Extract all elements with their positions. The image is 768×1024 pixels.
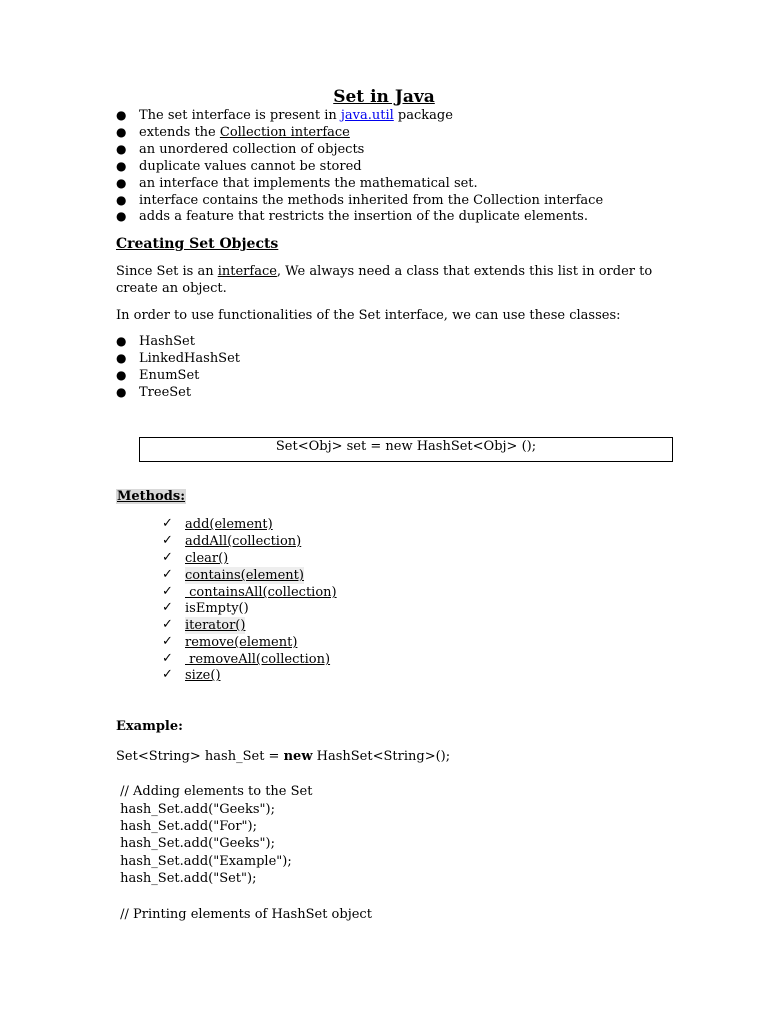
method-text: isEmpty() [185, 601, 249, 616]
code-line: // Adding elements to the Set [116, 784, 313, 799]
code-line: hash_Set.add("Geeks"); [116, 836, 275, 851]
method-link[interactable]: addAll(collection) [185, 534, 302, 549]
code-line: hash_Set.add("Set"); [116, 871, 257, 886]
paragraph-text: , We always need a class that extends this list in order to create an object. [116, 264, 653, 296]
checkmark-icon: ✓ [162, 600, 173, 615]
method-link[interactable]: size() [185, 668, 221, 683]
class-name: LinkedHashSet [139, 351, 241, 366]
bullet-icon: ● [116, 385, 127, 399]
method-link[interactable]: add(element) [185, 517, 273, 532]
bullet-icon: ● [116, 334, 127, 348]
checkmark-icon: ✓ [162, 617, 173, 632]
section-heading: Creating Set Objects [116, 236, 279, 252]
bullet-icon: ● [116, 351, 127, 365]
example-declaration [116, 748, 450, 765]
method-link[interactable]: containsAll(collection) [185, 585, 337, 600]
checkmark-icon: ✓ [162, 533, 173, 548]
bullet-icon: ● [116, 368, 127, 382]
checkmark-icon: ✓ [162, 634, 173, 649]
method-link[interactable]: contains(element) [185, 568, 304, 583]
class-name: TreeSet [139, 385, 192, 400]
methods-heading: Methods: [117, 489, 185, 504]
bullet-icon: ● [116, 142, 127, 156]
paragraph: In order to use functionalities of the Set interface, we can use these classes: [116, 308, 621, 323]
checkmark-icon: ✓ [162, 651, 173, 666]
paragraph [116, 263, 676, 297]
bullet-icon: ● [116, 176, 127, 190]
code-text: HashSet<String>(); [312, 749, 451, 764]
interface-link[interactable]: interface [217, 264, 277, 279]
bullet-text: an unordered collection of objects [139, 142, 365, 157]
code-line: hash_Set.add("For"); [116, 819, 257, 834]
bullet-icon: ● [116, 159, 127, 173]
bullet-text: The set interface is present in [139, 108, 341, 123]
code-line: hash_Set.add("Geeks"); [116, 802, 275, 817]
checkmark-icon: ✓ [162, 567, 173, 582]
method-link[interactable]: clear() [185, 551, 229, 566]
code-comment: // Printing elements of HashSet object [116, 907, 372, 922]
method-link[interactable]: removeAll(collection) [185, 652, 331, 667]
code-keyword: new [283, 749, 313, 764]
page-title: Set in Java [333, 87, 435, 107]
bullet-icon: ● [116, 125, 127, 139]
checkmark-icon: ✓ [162, 667, 173, 682]
bullet-icon: ● [116, 193, 127, 207]
paragraph-text: Since Set is an [116, 264, 218, 279]
code-text: Set<String> hash_Set = [116, 749, 284, 764]
bullet-text: extends the [139, 125, 220, 140]
bullet-text: duplicate values cannot be stored [139, 159, 362, 174]
code-box: Set<Obj> set = new HashSet<Obj> (); [139, 437, 673, 462]
method-link[interactable]: remove(element) [185, 635, 298, 650]
method-link[interactable]: iterator() [185, 618, 246, 633]
checkmark-icon: ✓ [162, 516, 173, 531]
checkmark-icon: ✓ [162, 584, 173, 599]
class-name: HashSet [139, 334, 195, 349]
class-name: EnumSet [139, 368, 200, 383]
bullet-text: package [393, 108, 453, 123]
java-util-link[interactable]: java.util [340, 108, 394, 123]
bullet-text: adds a feature that restricts the insertion of the duplicate elements. [139, 209, 588, 224]
bullet-icon: ● [116, 108, 127, 122]
bullet-text: an interface that implements the mathematical set. [139, 176, 478, 191]
bullet-text: interface contains the methods inherited from the Collection interface [139, 193, 604, 208]
code-line: hash_Set.add("Example"); [116, 854, 292, 869]
example-heading: Example: [116, 719, 183, 734]
collection-interface-link[interactable]: Collection interface [219, 125, 350, 140]
checkmark-icon: ✓ [162, 550, 173, 565]
bullet-icon: ● [116, 209, 127, 223]
